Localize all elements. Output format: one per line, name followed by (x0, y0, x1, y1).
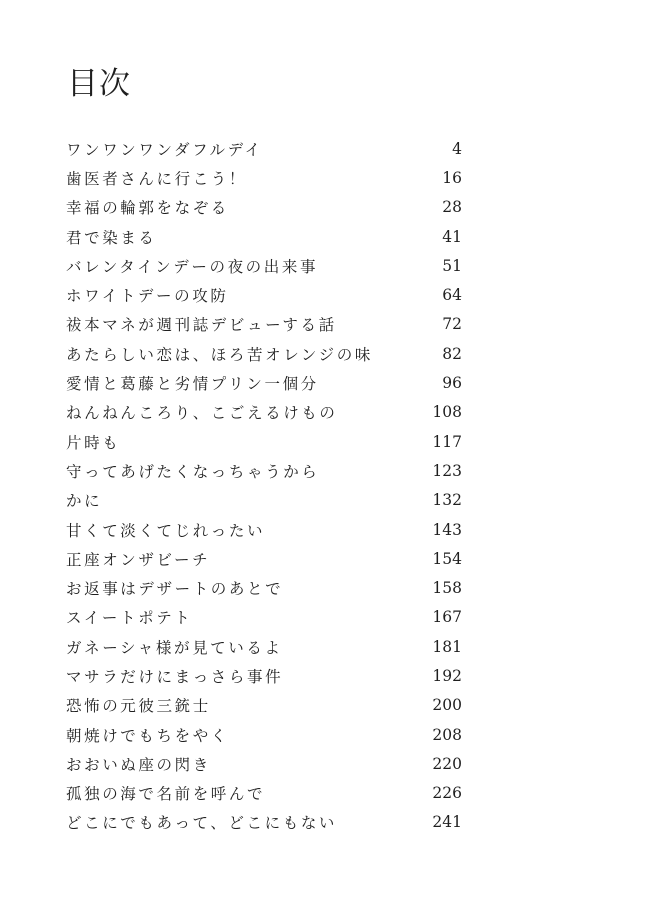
toc-list (66, 134, 462, 837)
toc-entry-title: 片時も (66, 433, 121, 452)
toc-entry (66, 779, 462, 808)
toc-entry-page-number: 158 (432, 579, 462, 598)
toc-entry-page-number: 154 (432, 549, 462, 568)
toc-entry-page-number: 123 (432, 461, 462, 480)
toc-entry-title: ガネーシャ様が見ているよ (66, 638, 283, 657)
toc-entry (66, 661, 462, 690)
toc-entry-title: 甘くて淡くてじれったい (66, 521, 266, 540)
toc-entry-title: 歯医者さんに行こう！ (66, 169, 248, 188)
toc-entry-page-number: 192 (432, 666, 462, 685)
toc-entry-title: マサラだけにまっさら事件 (66, 667, 284, 686)
toc-entry (66, 134, 462, 163)
toc-entry-page-number: 41 (442, 227, 462, 246)
toc-entry (66, 339, 462, 368)
toc-entry-title: 朝焼けでもちをやく (66, 726, 229, 745)
toc-entry-page-number: 108 (432, 403, 462, 422)
toc-entry (66, 603, 462, 632)
toc-entry-page-number: 200 (432, 696, 462, 715)
toc-entry (66, 632, 462, 661)
toc-entry-title: 君で染まる (66, 228, 157, 247)
toc-entry-title: 幸福の輪郭をなぞる (66, 199, 229, 218)
toc-entry-title: ワンワンワンダフルデイ (66, 140, 263, 159)
toc-entry (66, 720, 462, 749)
toc-entry-title: お返事はデザートのあとで (66, 580, 284, 599)
toc-entry (66, 515, 462, 544)
toc-entry-title: スイートポテト (66, 609, 193, 628)
page-title: 目次 (67, 66, 131, 102)
toc-entry (66, 280, 462, 309)
toc-entry (66, 222, 462, 251)
toc-entry-page-number: 143 (432, 520, 462, 539)
toc-entry-page-number: 208 (432, 725, 462, 744)
toc-entry-title: おおいぬ座の閃き (66, 755, 211, 774)
toc-entry-title: あたらしい恋は、ほろ苦オレンジの味 (66, 345, 373, 364)
toc-entry-page-number: 51 (442, 256, 462, 275)
toc-entry-title: かに (66, 492, 103, 511)
toc-entry (66, 251, 462, 280)
toc-entry-page-number: 226 (432, 784, 462, 803)
toc-entry-page-number: 220 (432, 754, 462, 773)
toc-entry-title: 恐怖の元彼三銃士 (66, 697, 211, 716)
toc-entry-title: どこにでもあって、どこにもない (66, 814, 338, 833)
toc-entry-page-number: 117 (432, 432, 462, 451)
toc-entry (66, 691, 462, 720)
toc-entry (66, 573, 462, 602)
toc-entry (66, 163, 462, 192)
toc-entry-page-number: 167 (432, 608, 462, 627)
toc-entry (66, 310, 462, 339)
toc-entry (66, 427, 462, 456)
toc-entry-title: 愛情と葛藤と劣情プリン一個分 (66, 375, 319, 394)
toc-entry-title: 孤独の海で名前を呼んで (66, 785, 266, 804)
toc-entry (66, 749, 462, 778)
toc-entry (66, 193, 462, 222)
toc-entry-title: 祓本マネが週刊誌デビューする話 (66, 316, 337, 335)
toc-entry (66, 398, 462, 427)
toc-entry-page-number: 4 (452, 139, 462, 158)
toc-entry-title: ホワイトデーの攻防 (66, 287, 229, 306)
toc-entry-title: バレンタインデーの夜の出来事 (66, 257, 319, 276)
toc-entry-title: 守ってあげたくなっちゃうから (66, 462, 320, 481)
toc-entry-page-number: 72 (442, 315, 462, 334)
toc-entry-page-number: 16 (442, 168, 462, 187)
toc-entry-page-number: 82 (442, 344, 462, 363)
toc-entry-page-number: 241 (432, 813, 462, 832)
toc-entry (66, 368, 462, 397)
toc-entry (66, 456, 462, 485)
toc-entry-page-number: 64 (442, 286, 462, 305)
toc-entry (66, 808, 462, 837)
toc-entry-title: 正座オンザビーチ (66, 550, 211, 569)
toc-entry-title: ねんねんころり、こごえるけもの (66, 404, 338, 423)
toc-entry-page-number: 96 (442, 374, 462, 393)
toc-entry-page-number: 132 (432, 491, 462, 510)
toc-entry (66, 544, 462, 573)
toc-entry-page-number: 181 (432, 637, 462, 656)
toc-entry (66, 486, 462, 515)
toc-entry-page-number: 28 (442, 198, 462, 217)
